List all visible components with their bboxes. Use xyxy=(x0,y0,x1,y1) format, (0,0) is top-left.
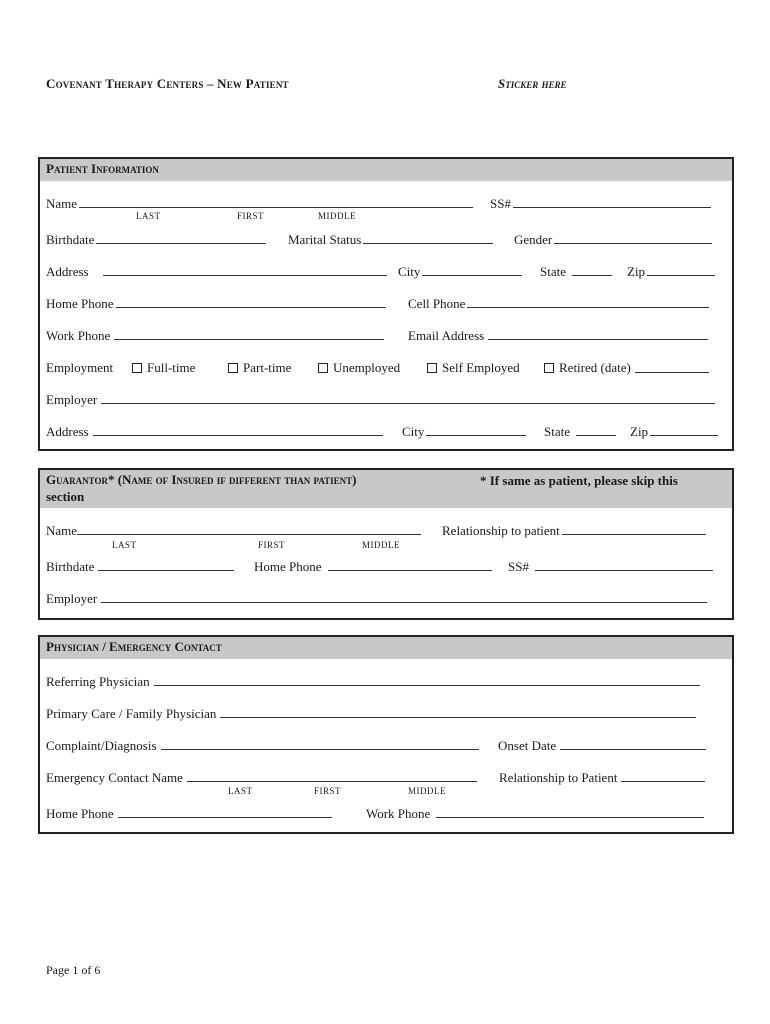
patient-cell-phone-field[interactable] xyxy=(408,296,709,312)
patient-information-section xyxy=(38,157,734,451)
referring-physician-field[interactable] xyxy=(46,674,700,690)
patient-zip-label: Zip xyxy=(627,264,646,279)
form-title: Covenant Therapy Centers – New Patient xyxy=(46,76,289,91)
guarantor-home-phone-label: Home Phone xyxy=(254,559,322,574)
patient-section-heading xyxy=(40,159,732,181)
patient-employer-line[interactable] xyxy=(101,402,715,404)
onset-date-field[interactable] xyxy=(498,738,706,754)
employment-option-full-time[interactable] xyxy=(132,360,195,376)
employer-city-line[interactable] xyxy=(426,434,526,436)
employer-state-label: State xyxy=(544,424,570,439)
emergency-work-phone-line[interactable] xyxy=(436,816,704,818)
patient-home-phone-line[interactable] xyxy=(116,306,386,308)
patient-address-line[interactable] xyxy=(103,274,387,276)
onset-date-line[interactable] xyxy=(560,748,706,750)
guarantor-ss-field[interactable] xyxy=(508,559,713,575)
guarantor-ss-label: SS# xyxy=(508,559,529,574)
physician-heading-text: Physician / Emergency Contact xyxy=(46,639,222,654)
referring-physician-line[interactable] xyxy=(154,684,700,686)
patient-state-line[interactable] xyxy=(572,274,612,276)
complaint-diagnosis-line[interactable] xyxy=(161,748,479,750)
patient-ss-line[interactable] xyxy=(513,206,711,208)
employment-option-unemployed[interactable] xyxy=(318,360,400,376)
patient-email-line[interactable] xyxy=(488,338,708,340)
employment-option-self-employed[interactable] xyxy=(427,360,520,376)
guarantor-skip-note: * If same as patient, please skip this xyxy=(480,473,678,488)
patient-city-label: City xyxy=(398,264,421,279)
emergency-sub-last: LAST xyxy=(228,786,253,796)
employment-option-part-time[interactable] xyxy=(228,360,291,376)
patient-employment-label: Employment xyxy=(46,360,114,375)
guarantor-relationship-label: Relationship to patient xyxy=(442,523,560,538)
emergency-contact-line[interactable] xyxy=(187,780,477,782)
patient-gender-line[interactable] xyxy=(554,242,712,244)
patient-email-label: Email Address xyxy=(408,328,485,343)
employer-city-label: City xyxy=(402,424,425,439)
patient-work-phone-line[interactable] xyxy=(114,338,384,340)
employer-zip-field[interactable] xyxy=(630,424,718,440)
patient-heading-text: Patient Information xyxy=(46,161,159,176)
guarantor-home-phone-field[interactable] xyxy=(254,559,492,575)
guarantor-employer-field[interactable] xyxy=(46,591,707,607)
complaint-diagnosis-label: Complaint/Diagnosis xyxy=(46,738,157,753)
employer-state-field[interactable] xyxy=(544,424,616,440)
onset-date-label: Onset Date xyxy=(498,738,557,753)
patient-name-field[interactable] xyxy=(46,196,473,212)
guarantor-name-field[interactable] xyxy=(46,523,421,539)
guarantor-sub-first: FIRST xyxy=(258,540,286,550)
guarantor-employer-label: Employer xyxy=(46,591,98,606)
patient-marital-label: Marital Status xyxy=(288,232,362,247)
patient-birthdate-field[interactable] xyxy=(46,232,266,248)
employer-address-field[interactable] xyxy=(46,424,383,440)
primary-care-label: Primary Care / Family Physician xyxy=(46,706,217,721)
employer-zip-line[interactable] xyxy=(650,434,718,436)
patient-birthdate-line[interactable] xyxy=(96,242,266,244)
guarantor-heading-line2: section xyxy=(46,489,85,504)
complaint-diagnosis-field[interactable] xyxy=(46,738,479,754)
physician-section-heading xyxy=(40,637,732,659)
guarantor-ss-line[interactable] xyxy=(535,569,713,571)
emergency-contact-field[interactable] xyxy=(46,770,477,786)
retired-label: Retired (date) xyxy=(559,360,631,375)
emergency-relationship-line[interactable] xyxy=(621,780,705,782)
guarantor-birthdate-line[interactable] xyxy=(98,569,234,571)
patient-name-sub-first: FIRST xyxy=(237,211,265,221)
patient-employer-label: Employer xyxy=(46,392,98,407)
patient-ss-label: SS# xyxy=(490,196,511,211)
patient-city-field[interactable] xyxy=(398,264,522,280)
guarantor-home-phone-line[interactable] xyxy=(328,569,492,571)
employer-address-label: Address xyxy=(46,424,89,439)
guarantor-relationship-field[interactable] xyxy=(442,523,706,539)
patient-marital-field[interactable] xyxy=(288,232,493,248)
self-employed-label: Self Employed xyxy=(442,360,520,375)
patient-name-sub-middle: MIDDLE xyxy=(318,211,356,221)
patient-home-phone-field[interactable] xyxy=(46,296,386,312)
patient-name-line[interactable] xyxy=(79,206,473,208)
guarantor-section-heading xyxy=(40,470,732,508)
emergency-sub-first: FIRST xyxy=(314,786,342,796)
guarantor-sub-middle: MIDDLE xyxy=(362,540,400,550)
guarantor-name-label: Name xyxy=(46,523,78,538)
patient-gender-label: Gender xyxy=(514,232,553,247)
full-time-label: Full-time xyxy=(147,360,196,375)
emergency-work-phone-label: Work Phone xyxy=(366,806,431,821)
patient-birthdate-label: Birthdate xyxy=(46,232,95,247)
sticker-placeholder: Sticker here xyxy=(498,76,567,91)
employer-state-line[interactable] xyxy=(576,434,616,436)
patient-state-field[interactable] xyxy=(540,264,612,280)
employer-city-field[interactable] xyxy=(402,424,526,440)
referring-physician-label: Referring Physician xyxy=(46,674,150,689)
retired-date-line[interactable] xyxy=(635,371,709,373)
self-employed-checkbox[interactable] xyxy=(427,363,437,373)
guarantor-relationship-line[interactable] xyxy=(562,533,706,535)
part-time-checkbox[interactable] xyxy=(228,363,238,373)
guarantor-name-line[interactable] xyxy=(77,533,421,535)
patient-zip-field[interactable] xyxy=(627,264,715,280)
physician-emergency-section xyxy=(38,635,734,834)
patient-cell-phone-line[interactable] xyxy=(467,306,709,308)
guarantor-heading-text: Guarantor* (Name of Insured if different than patient) xyxy=(46,472,357,487)
patient-address-field[interactable] xyxy=(46,264,387,280)
guarantor-section xyxy=(38,468,734,620)
patient-name-sub-last: LAST xyxy=(136,211,161,221)
patient-ss-field[interactable] xyxy=(490,196,711,212)
patient-employer-field[interactable] xyxy=(46,392,715,408)
emergency-relationship-field[interactable] xyxy=(499,770,705,786)
emergency-home-phone-line[interactable] xyxy=(118,816,332,818)
patient-city-line[interactable] xyxy=(422,274,522,276)
patient-zip-line[interactable] xyxy=(647,274,715,276)
patient-marital-line[interactable] xyxy=(363,242,493,244)
full-time-checkbox[interactable] xyxy=(132,363,142,373)
employer-address-line[interactable] xyxy=(93,434,383,436)
patient-work-phone-field[interactable] xyxy=(46,328,384,344)
guarantor-employer-line[interactable] xyxy=(101,601,707,603)
part-time-label: Part-time xyxy=(243,360,292,375)
emergency-contact-label: Emergency Contact Name xyxy=(46,770,183,785)
guarantor-birthdate-field[interactable] xyxy=(46,559,234,575)
patient-email-field[interactable] xyxy=(408,328,708,344)
emergency-home-phone-field[interactable] xyxy=(46,806,332,822)
patient-gender-field[interactable] xyxy=(514,232,712,248)
primary-care-line[interactable] xyxy=(220,716,696,718)
patient-cell-phone-label: Cell Phone xyxy=(408,296,466,311)
employer-zip-label: Zip xyxy=(630,424,649,439)
emergency-home-phone-label: Home Phone xyxy=(46,806,114,821)
emergency-work-phone-field[interactable] xyxy=(366,806,704,822)
guarantor-birthdate-label: Birthdate xyxy=(46,559,95,574)
unemployed-label: Unemployed xyxy=(333,360,401,375)
page-number: Page 1 of 6 xyxy=(46,963,101,977)
patient-address-label: Address xyxy=(46,264,89,279)
patient-name-label: Name xyxy=(46,196,78,211)
patient-state-label: State xyxy=(540,264,566,279)
emergency-sub-middle: MIDDLE xyxy=(408,786,446,796)
guarantor-sub-last: LAST xyxy=(112,540,137,550)
patient-home-phone-label: Home Phone xyxy=(46,296,114,311)
retired-checkbox[interactable] xyxy=(544,363,554,373)
unemployed-checkbox[interactable] xyxy=(318,363,328,373)
primary-care-field[interactable] xyxy=(46,706,696,722)
patient-work-phone-label: Work Phone xyxy=(46,328,111,343)
employment-option-retired[interactable] xyxy=(544,360,709,376)
emergency-relationship-label: Relationship to Patient xyxy=(499,770,618,785)
